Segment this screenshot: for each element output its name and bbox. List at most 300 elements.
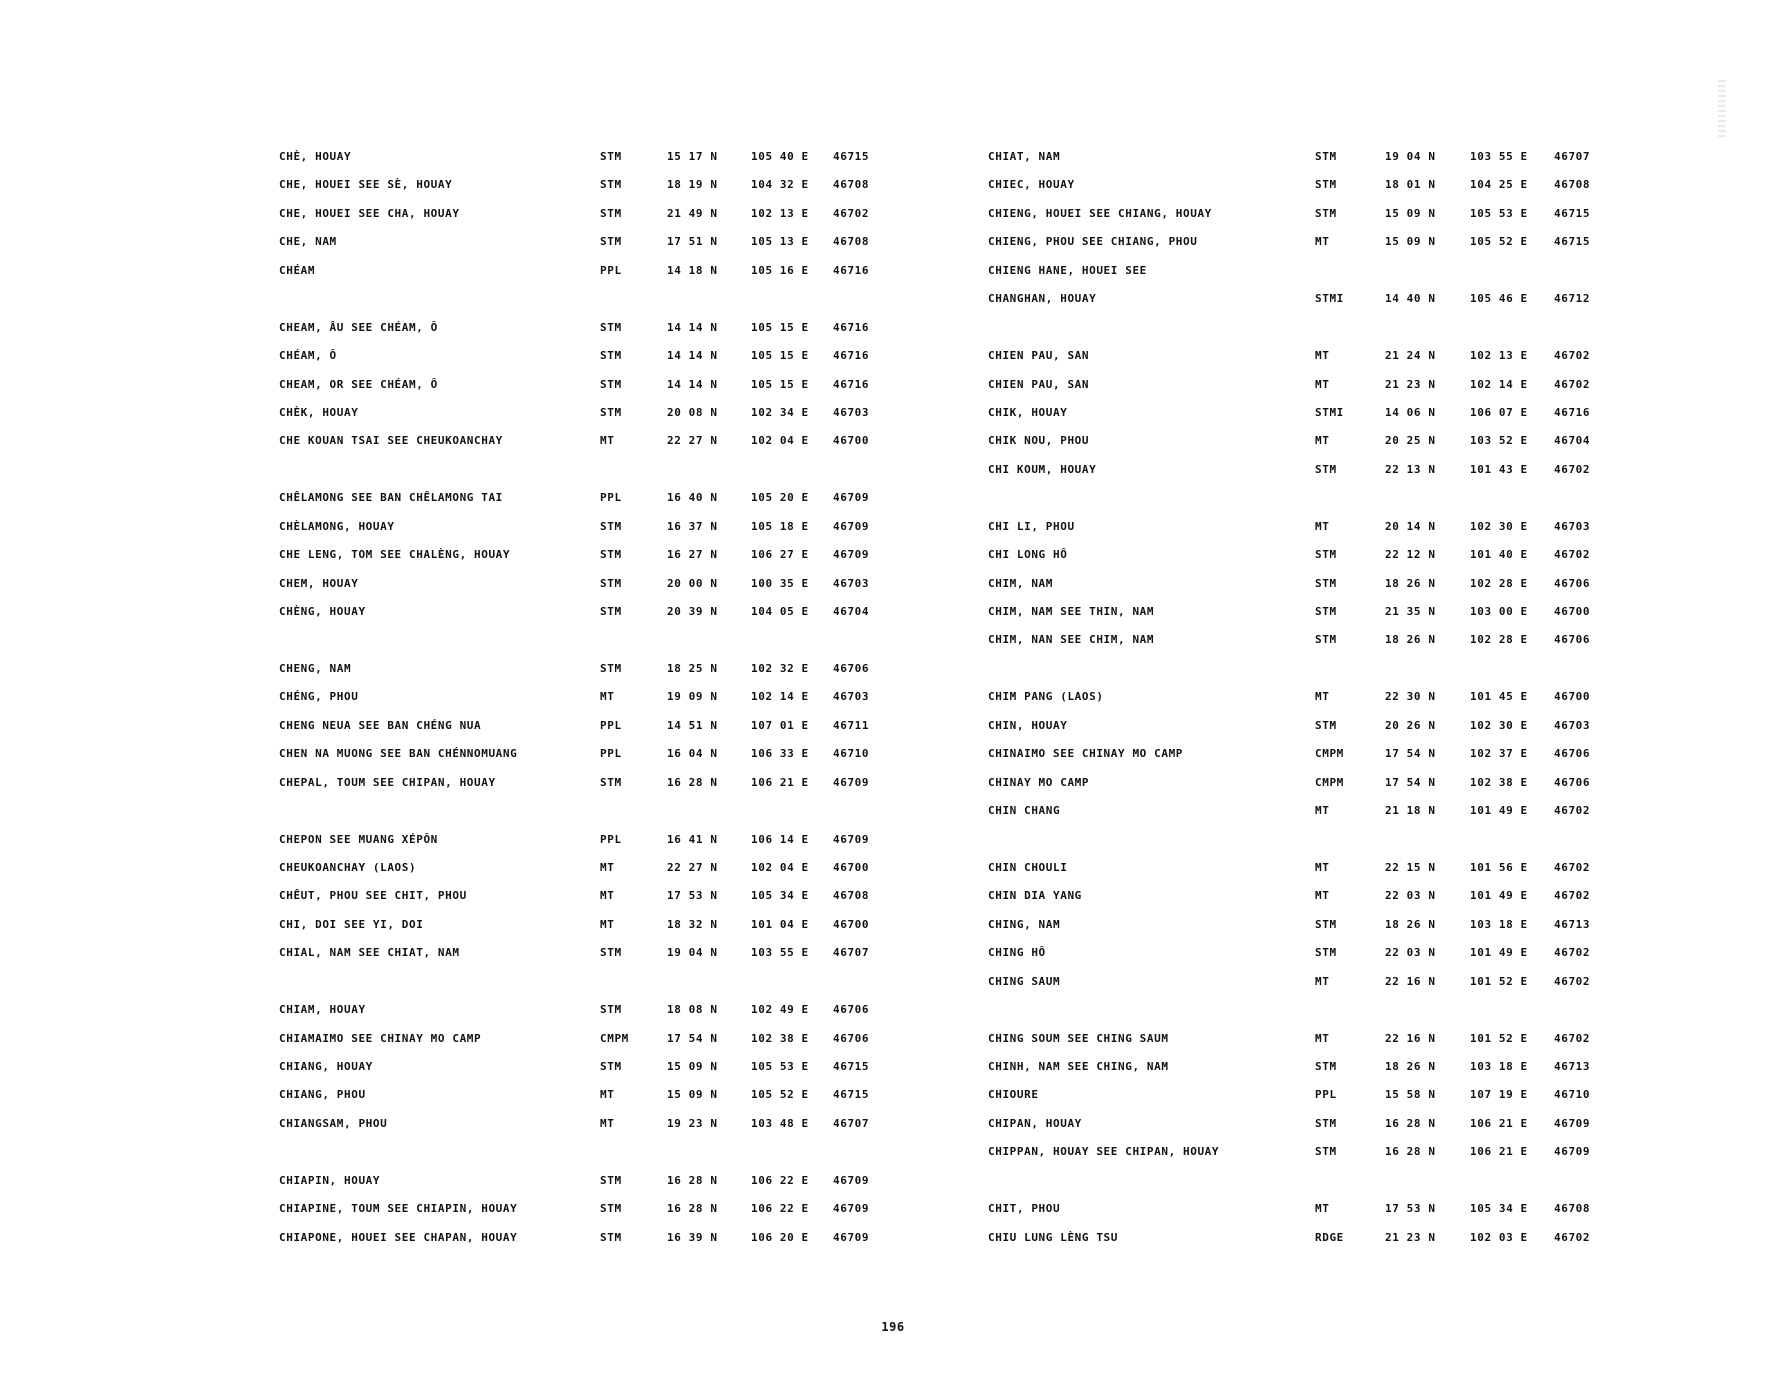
entry-type: CMPM [1315,775,1344,789]
entry-sheet-code: 46713 [1554,917,1591,931]
entry-sheet-code: 46709 [833,832,870,846]
entry-name: CHI KOUM, HOUAY [988,462,1097,476]
entry-sheet-code: 46702 [833,206,870,220]
entry-latitude: 18 26 N [1385,576,1436,590]
entry-name: CHÉAM [279,263,316,277]
entry-type: MT [1315,889,1330,903]
entry-name: CHIM, NAM [988,576,1054,590]
entry-latitude: 14 40 N [1385,292,1436,306]
entry-name: CHIENG, HOUEI SEE CHIANG, HOUAY [988,206,1212,220]
entry-longitude: 104 25 E [1470,178,1528,192]
entry-latitude: 18 08 N [667,1003,718,1017]
entry-longitude: 107 01 E [751,718,809,732]
entry-longitude: 105 52 E [1470,235,1528,249]
entry-type: STM [1315,917,1337,931]
entry-type: MT [1315,519,1330,533]
entry-sheet-code: 46715 [833,1088,870,1102]
entry-latitude: 18 25 N [667,661,718,675]
entry-latitude: 20 25 N [1385,434,1436,448]
entry-longitude: 103 00 E [1470,605,1528,618]
entry-longitude: 103 48 E [751,1116,809,1130]
entry-sheet-code: 46709 [833,1202,870,1216]
entry-latitude: 21 23 N [1385,1230,1436,1244]
entry-name: CHIEN PAU, SAN [988,377,1090,391]
entry-longitude: 101 43 E [1470,462,1528,476]
entry-name: CHIPPAN, HOUAY SEE CHIPAN, HOUAY [988,1145,1220,1159]
entry-sheet-code: 46707 [833,946,870,960]
entry-latitude: 14 18 N [667,263,718,277]
entry-latitude: 22 16 N [1385,1031,1436,1045]
entry-type: MT [1315,1202,1330,1216]
entry-longitude: 102 28 E [1470,633,1528,647]
entry-type: STM [1315,462,1337,476]
entry-longitude: 105 53 E [751,1060,809,1073]
entry-name: CHIENG HANE, HOUEI SEE [988,263,1147,277]
entry-sheet-code: 46704 [1554,434,1591,448]
entry-type: MT [600,917,615,931]
entry-longitude: 101 56 E [1470,860,1528,874]
entry-name: CHIK NOU, PHOU [988,434,1090,448]
entry-type: STM [1315,150,1337,163]
entry-latitude: 22 13 N [1385,462,1436,476]
entry-type: STM [600,576,622,590]
entry-sheet-code: 46709 [833,548,870,562]
entry-sheet-code: 46715 [1554,235,1591,249]
entry-longitude: 101 49 E [1470,804,1528,818]
entry-latitude: 19 04 N [667,946,718,960]
entry-latitude: 21 49 N [667,206,718,220]
entry-sheet-code: 46709 [1554,1145,1591,1159]
entry-type: STM [600,548,622,562]
entry-sheet-code: 46704 [833,605,870,618]
entry-name: CHIAMAIMO SEE CHINAY MO CAMP [279,1031,482,1045]
entry-sheet-code: 46706 [1554,747,1591,761]
entry-longitude: 101 45 E [1470,690,1528,704]
entry-sheet-code: 46702 [1554,462,1591,476]
entry-type: STM [600,150,622,163]
entry-longitude: 105 15 E [751,349,809,363]
entry-sheet-code: 46703 [833,576,870,590]
entry-latitude: 17 53 N [1385,1202,1436,1216]
entry-longitude: 105 13 E [751,235,809,249]
entry-latitude: 16 28 N [1385,1145,1436,1159]
entry-latitude: 22 03 N [1385,946,1436,960]
entry-latitude: 22 12 N [1385,548,1436,562]
entry-sheet-code: 46715 [833,150,870,163]
entry-longitude: 102 30 E [1470,718,1528,732]
entry-sheet-code: 46706 [1554,775,1591,789]
entry-latitude: 14 14 N [667,377,718,391]
entry-longitude: 106 33 E [751,747,809,761]
entry-type: STM [600,206,622,220]
entry-latitude: 19 04 N [1385,150,1436,163]
entry-longitude: 106 27 E [751,548,809,562]
entry-longitude: 105 52 E [751,1088,809,1102]
entry-type: STM [600,405,622,419]
entry-latitude: 18 01 N [1385,178,1436,192]
entry-sheet-code: 46716 [833,377,870,391]
entry-type: STM [600,775,622,789]
entry-longitude: 105 34 E [751,889,809,903]
entry-name: CHING SOUM SEE CHING SAUM [988,1031,1169,1045]
entry-name: CHE KOUAN TSAI SEE CHEUKOANCHAY [279,434,503,448]
entry-sheet-code: 46711 [833,718,870,732]
entry-latitude: 16 28 N [1385,1116,1436,1130]
entry-longitude: 107 19 E [1470,1088,1528,1102]
entry-type: STM [600,946,622,960]
entry-sheet-code: 46709 [833,519,870,533]
entry-name: CHI, DOI SEE YI, DOI [279,917,424,931]
entry-sheet-code: 46709 [1554,1116,1591,1130]
entry-longitude: 101 04 E [751,917,809,931]
entry-name: CHEN NA MUONG SEE BAN CHÉNNOMUANG [279,747,518,761]
entry-type: STM [1315,633,1337,647]
entry-type: STM [1315,605,1337,618]
entry-latitude: 14 06 N [1385,405,1436,419]
entry-sheet-code: 46707 [1554,150,1591,163]
entry-name: CHIM, NAN SEE CHIM, NAM [988,633,1155,647]
entry-sheet-code: 46716 [833,263,870,277]
entry-type: STM [1315,1060,1337,1073]
entry-latitude: 15 09 N [667,1060,718,1073]
entry-type: STM [600,235,622,249]
entry-longitude: 102 37 E [1470,747,1528,761]
entry-name: CHIM, NAM SEE THIN, NAM [988,605,1155,618]
entry-longitude: 106 21 E [1470,1116,1528,1130]
entry-type: MT [1315,377,1330,391]
entry-name: CHING SAUM [988,974,1061,988]
entry-longitude: 104 05 E [751,605,809,618]
entry-type: STM [600,377,622,391]
entry-type: MT [1315,1031,1330,1045]
entry-longitude: 103 18 E [1470,1060,1528,1073]
entry-sheet-code: 46702 [1554,974,1591,988]
entry-latitude: 21 24 N [1385,349,1436,363]
entry-name: CHEAM, ÂU SEE CHÉAM, Ô [279,320,438,334]
entry-latitude: 16 04 N [667,747,718,761]
entry-longitude: 101 52 E [1470,974,1528,988]
entry-type: STM [1315,1116,1337,1130]
entry-name: CHIANG, HOUAY [279,1060,373,1073]
entry-longitude: 105 16 E [751,263,809,277]
entry-longitude: 101 40 E [1470,548,1528,562]
entry-longitude: 102 13 E [751,206,809,220]
entry-name: CHIT, PHOU [988,1202,1061,1216]
entry-type: STM [1315,1145,1337,1159]
entry-latitude: 14 14 N [667,320,718,334]
entry-type: STM [600,349,622,363]
entry-longitude: 105 40 E [751,150,809,163]
entry-sheet-code: 46710 [1554,1088,1591,1102]
entry-sheet-code: 46709 [833,1173,870,1187]
entry-sheet-code: 46700 [833,917,870,931]
entry-type: MT [600,889,615,903]
entry-sheet-code: 46706 [1554,633,1591,647]
entry-latitude: 15 17 N [667,150,718,163]
entry-latitude: 20 14 N [1385,519,1436,533]
entry-name: CHIAPONE, HOUEI SEE CHAPAN, HOUAY [279,1230,518,1244]
entry-latitude: 15 58 N [1385,1088,1436,1102]
entry-latitude: 18 26 N [1385,1060,1436,1073]
entry-latitude: 22 16 N [1385,974,1436,988]
entry-latitude: 14 51 N [667,718,718,732]
entry-type: STM [600,1060,622,1073]
entry-latitude: 15 09 N [1385,235,1436,249]
entry-latitude: 17 53 N [667,889,718,903]
entry-type: PPL [600,718,622,732]
entry-sheet-code: 46708 [1554,178,1591,192]
entry-latitude: 22 30 N [1385,690,1436,704]
entry-latitude: 14 14 N [667,349,718,363]
entry-latitude: 16 37 N [667,519,718,533]
entry-type: MT [1315,349,1330,363]
entry-sheet-code: 46708 [833,235,870,249]
entry-sheet-code: 46703 [1554,718,1591,732]
entry-name: CHENG NEUA SEE BAN CHÉNG NUA [279,718,482,732]
entry-latitude: 19 09 N [667,690,718,704]
entry-latitude: 17 54 N [1385,747,1436,761]
entry-type: MT [600,1116,615,1130]
entry-sheet-code: 46702 [1554,804,1591,818]
entry-latitude: 20 08 N [667,405,718,419]
entry-type: STM [1315,946,1337,960]
entry-latitude: 16 28 N [667,1173,718,1187]
entry-type: MT [600,434,615,448]
entry-name: CHE, NAM [279,235,337,249]
entry-sheet-code: 46706 [833,661,870,675]
entry-longitude: 106 21 E [751,775,809,789]
entry-type: STM [600,320,622,334]
entry-name: CHÈLAMONG, HOUAY [279,519,395,533]
entry-longitude: 102 49 E [751,1003,809,1017]
entry-longitude: 105 53 E [1470,206,1528,220]
entry-longitude: 100 35 E [751,576,809,590]
entry-sheet-code: 46713 [1554,1060,1591,1073]
entry-latitude: 21 35 N [1385,605,1436,618]
entry-type: MT [1315,974,1330,988]
entry-sheet-code: 46703 [833,405,870,419]
entry-name: CHIENG, PHOU SEE CHIANG, PHOU [988,235,1198,249]
entry-name: CHÈNG, HOUAY [279,605,366,618]
entry-longitude: 106 14 E [751,832,809,846]
entry-longitude: 102 30 E [1470,519,1528,533]
entry-latitude: 16 28 N [667,1202,718,1216]
entry-latitude: 17 51 N [667,235,718,249]
entry-sheet-code: 46708 [833,178,870,192]
entry-latitude: 19 23 N [667,1116,718,1130]
entry-name: CHÈK, HOUAY [279,405,359,419]
entry-longitude: 105 46 E [1470,292,1528,306]
entry-type: MT [1315,690,1330,704]
entry-latitude: 16 41 N [667,832,718,846]
entry-type: PPL [600,832,622,846]
entry-sheet-code: 46708 [833,889,870,903]
entry-type: PPL [600,747,622,761]
entry-name: CHIEC, HOUAY [988,178,1075,192]
entry-name: CHÊUT, PHOU SEE CHIT, PHOU [279,889,467,903]
entry-sheet-code: 46706 [833,1003,870,1017]
entry-sheet-code: 46700 [1554,605,1591,618]
entry-sheet-code: 46703 [833,690,870,704]
entry-longitude: 105 20 E [751,491,809,505]
entry-name: CHÈ, HOUAY [279,150,352,163]
entry-latitude: 18 32 N [667,917,718,931]
entry-longitude: 102 13 E [1470,349,1528,363]
entry-name: CHIAPIN, HOUAY [279,1173,381,1187]
entry-sheet-code: 46700 [833,860,870,874]
page-number: 196 [881,1320,905,1334]
entry-sheet-code: 46716 [833,349,870,363]
entry-sheet-code: 46702 [1554,548,1591,562]
entry-latitude: 22 15 N [1385,860,1436,874]
entry-latitude: 15 09 N [1385,206,1436,220]
entry-type: STM [600,1202,622,1216]
entry-name: CHENG, NAM [279,661,352,675]
entry-longitude: 105 15 E [751,320,809,334]
entry-latitude: 16 28 N [667,775,718,789]
entry-sheet-code: 46715 [1554,206,1591,220]
entry-type: STM [600,178,622,192]
entry-name: CHÉAM, Ô [279,349,337,363]
entry-name: CHING HÔ [988,946,1046,960]
entry-latitude: 15 09 N [667,1088,718,1102]
entry-longitude: 103 55 E [1470,150,1528,163]
entry-sheet-code: 46702 [1554,860,1591,874]
entry-type: MT [600,690,615,704]
entry-latitude: 16 27 N [667,548,718,562]
entry-latitude: 17 54 N [1385,775,1436,789]
entry-longitude: 102 04 E [751,434,809,448]
entry-longitude: 104 32 E [751,178,809,192]
entry-type: PPL [1315,1088,1337,1102]
entry-longitude: 105 15 E [751,377,809,391]
entry-name: CHEPON SEE MUANG XÉPÔN [279,832,438,846]
entry-name: CHE, HOUEI SEE CHA, HOUAY [279,206,460,220]
entry-type: CMPM [1315,747,1344,761]
entry-latitude: 16 40 N [667,491,718,505]
entry-type: STM [600,519,622,533]
entry-longitude: 101 49 E [1470,889,1528,903]
entry-name: CHIAM, HOUAY [279,1003,366,1017]
entry-name: CHIU LUNG LÈNG TSU [988,1230,1119,1244]
entry-longitude: 106 22 E [751,1173,809,1187]
entry-name: CHIAT, NAM [988,150,1061,163]
entry-longitude: 102 04 E [751,860,809,874]
entry-longitude: 106 07 E [1470,405,1528,419]
entry-sheet-code: 46716 [1554,405,1591,419]
entry-sheet-code: 46702 [1554,377,1591,391]
entry-sheet-code: 46700 [833,434,870,448]
entry-type: STMI [1315,292,1344,306]
entry-latitude: 22 03 N [1385,889,1436,903]
entry-type: MT [1315,804,1330,818]
entry-latitude: 20 00 N [667,576,718,590]
entry-name: CHIN, HOUAY [988,718,1068,732]
entry-longitude: 103 52 E [1470,434,1528,448]
entry-type: CMPM [600,1031,629,1045]
entry-name: CHI LI, PHOU [988,519,1075,533]
entry-type: STM [600,1003,622,1017]
entry-longitude: 102 03 E [1470,1230,1528,1244]
entry-longitude: 102 32 E [751,661,809,675]
entry-name: CHIM PANG (LAOS) [988,690,1104,704]
entry-longitude: 106 20 E [751,1230,809,1244]
entry-name: CHÊLAMONG SEE BAN CHÊLAMONG TAI [279,491,503,505]
entry-type: STM [1315,576,1337,590]
entry-longitude: 106 21 E [1470,1145,1528,1159]
entry-name: CHANGHAN, HOUAY [988,292,1097,306]
entry-longitude: 101 49 E [1470,946,1528,960]
entry-type: RDGE [1315,1230,1344,1244]
entry-type: MT [1315,860,1330,874]
entry-sheet-code: 46706 [1554,576,1591,590]
entry-sheet-code: 46702 [1554,1031,1591,1045]
entry-name: CHEM, HOUAY [279,576,359,590]
entry-sheet-code: 46702 [1554,946,1591,960]
entry-type: STM [600,1230,622,1244]
entry-sheet-code: 46716 [833,320,870,334]
entry-name: CHIAPINE, TOUM SEE CHIAPIN, HOUAY [279,1202,518,1216]
entry-name: CHE, HOUEI SEE SÈ, HOUAY [279,178,453,192]
entry-sheet-code: 46707 [833,1116,870,1130]
entry-type: STM [1315,206,1337,220]
entry-type: STM [1315,178,1337,192]
entry-type: MT [1315,434,1330,448]
entry-name: CHE LENG, TOM SEE CHALÈNG, HOUAY [279,548,511,562]
entry-sheet-code: 46702 [1554,349,1591,363]
entry-latitude: 18 19 N [667,178,718,192]
entry-name: CHINAY MO CAMP [988,775,1090,789]
entry-sheet-code: 46702 [1554,1230,1591,1244]
entry-type: STM [1315,548,1337,562]
entry-type: PPL [600,491,622,505]
entry-longitude: 105 34 E [1470,1202,1528,1216]
entry-sheet-code: 46710 [833,747,870,761]
entry-longitude: 105 18 E [751,519,809,533]
entry-type: MT [600,860,615,874]
entry-latitude: 22 27 N [667,860,718,874]
entry-name: CHINH, NAM SEE CHING, NAM [988,1060,1169,1073]
entry-name: CHÉNG, PHOU [279,690,359,704]
entry-sheet-code: 46703 [1554,519,1591,533]
entry-type: STM [600,1173,622,1187]
entry-name: CHEPAL, TOUM SEE CHIPAN, HOUAY [279,775,496,789]
entry-name: CHIAL, NAM SEE CHIAT, NAM [279,946,460,960]
entry-longitude: 106 22 E [751,1202,809,1216]
entry-name: CHI LONG HÔ [988,548,1068,562]
entry-name: CHIEN PAU, SAN [988,349,1090,363]
entry-name: CHIOURE [988,1088,1039,1102]
entry-type: STMI [1315,405,1344,419]
entry-longitude: 101 52 E [1470,1031,1528,1045]
entry-name: CHING, NAM [988,917,1061,931]
entry-type: MT [1315,235,1330,249]
entry-longitude: 103 18 E [1470,917,1528,931]
entry-sheet-code: 46702 [1554,889,1591,903]
entry-name: CHEUKOANCHAY (LAOS) [279,860,417,874]
entry-longitude: 102 38 E [751,1031,809,1045]
entry-name: CHIK, HOUAY [988,405,1068,419]
entry-sheet-code: 46706 [833,1031,870,1045]
entry-sheet-code: 46709 [833,491,870,505]
entry-name: CHIANG, PHOU [279,1088,366,1102]
entry-latitude: 17 54 N [667,1031,718,1045]
entry-latitude: 21 23 N [1385,377,1436,391]
entry-sheet-code: 46700 [1554,690,1591,704]
entry-latitude: 16 39 N [667,1230,718,1244]
entry-name: CHIANGSAM, PHOU [279,1116,388,1130]
entry-type: MT [600,1088,615,1102]
